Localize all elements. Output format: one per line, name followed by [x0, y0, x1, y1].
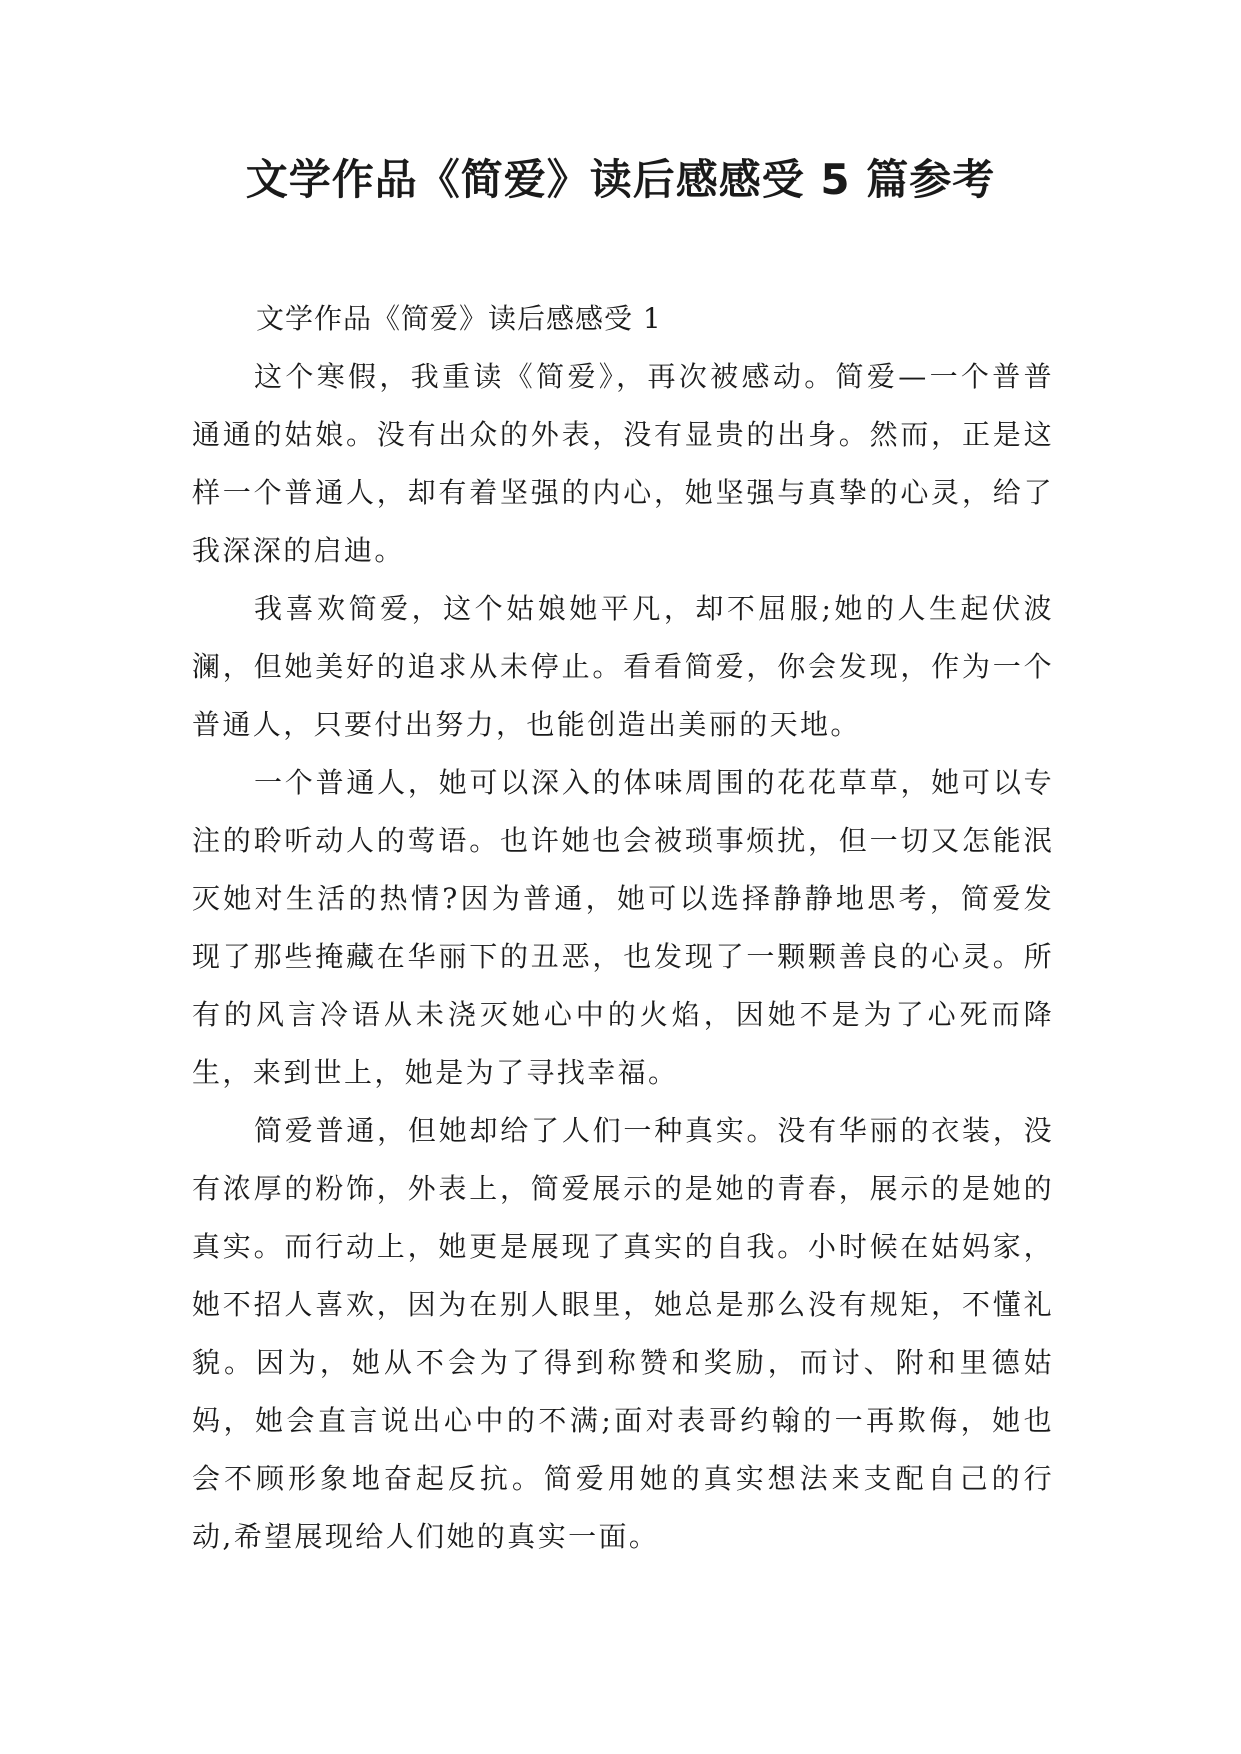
section-heading: 文学作品《简爱》读后感感受 1: [256, 302, 662, 335]
paragraph-3: 一个普通人，她可以深入的体味周围的花花草草，她可以专注的聆听动人的莺语。也许她也会被琐事烦扰，但一切又怎能泯灭她对生活的热情?因为普通，她可以选择静静地思考，简爱发现了那些掩藏在华丽下的丑恶，也发现了一颗颗善良的心灵。所有的风言冷语从未浇灭她心中的火焰，因她不是为了心死而降生，来到世上，她是为了寻找幸福。: [192, 766, 1054, 1089]
paragraph-4: 简爱普通，但她却给了人们一种真实。没有华丽的衣装，没有浓厚的粉饰，外表上，简爱展示的是她的青春，展示的是她的真实。而行动上，她更是展现了真实的自我。小时候在姑妈家，她不招人喜欢，因为在别人眼里，她总是那么没有规矩，不懂礼貌。因为，她从不会为了得到称赞和奖励，而讨、附和里德姑妈，她会直言说出心中的不满;面对表哥约翰的一再欺侮，她也会不顾形象地奋起反抗。简爱用她的真实想法来支配自己的行动,希望展现给人们她的真实一面。: [192, 1114, 1054, 1553]
document-body: [192, 290, 1054, 1566]
document-title: 文学作品《简爱》读后感感受 5 篇参考: [245, 155, 996, 204]
paragraph-2: 我喜欢简爱，这个姑娘她平凡，却不屈服;她的人生起伏波澜，但她美好的追求从未停止。看看简爱，你会发现，作为一个普通人，只要付出努力，也能创造出美丽的天地。: [192, 592, 1054, 741]
paragraph-1: 这个寒假，我重读《简爱》，再次被感动。简爱—一个普普通通的姑娘。没有出众的外表，没有显贵的出身。然而，正是这样一个普通人，却有着坚强的内心，她坚强与真挚的心灵，给了我深深的启迪。: [192, 360, 1054, 567]
